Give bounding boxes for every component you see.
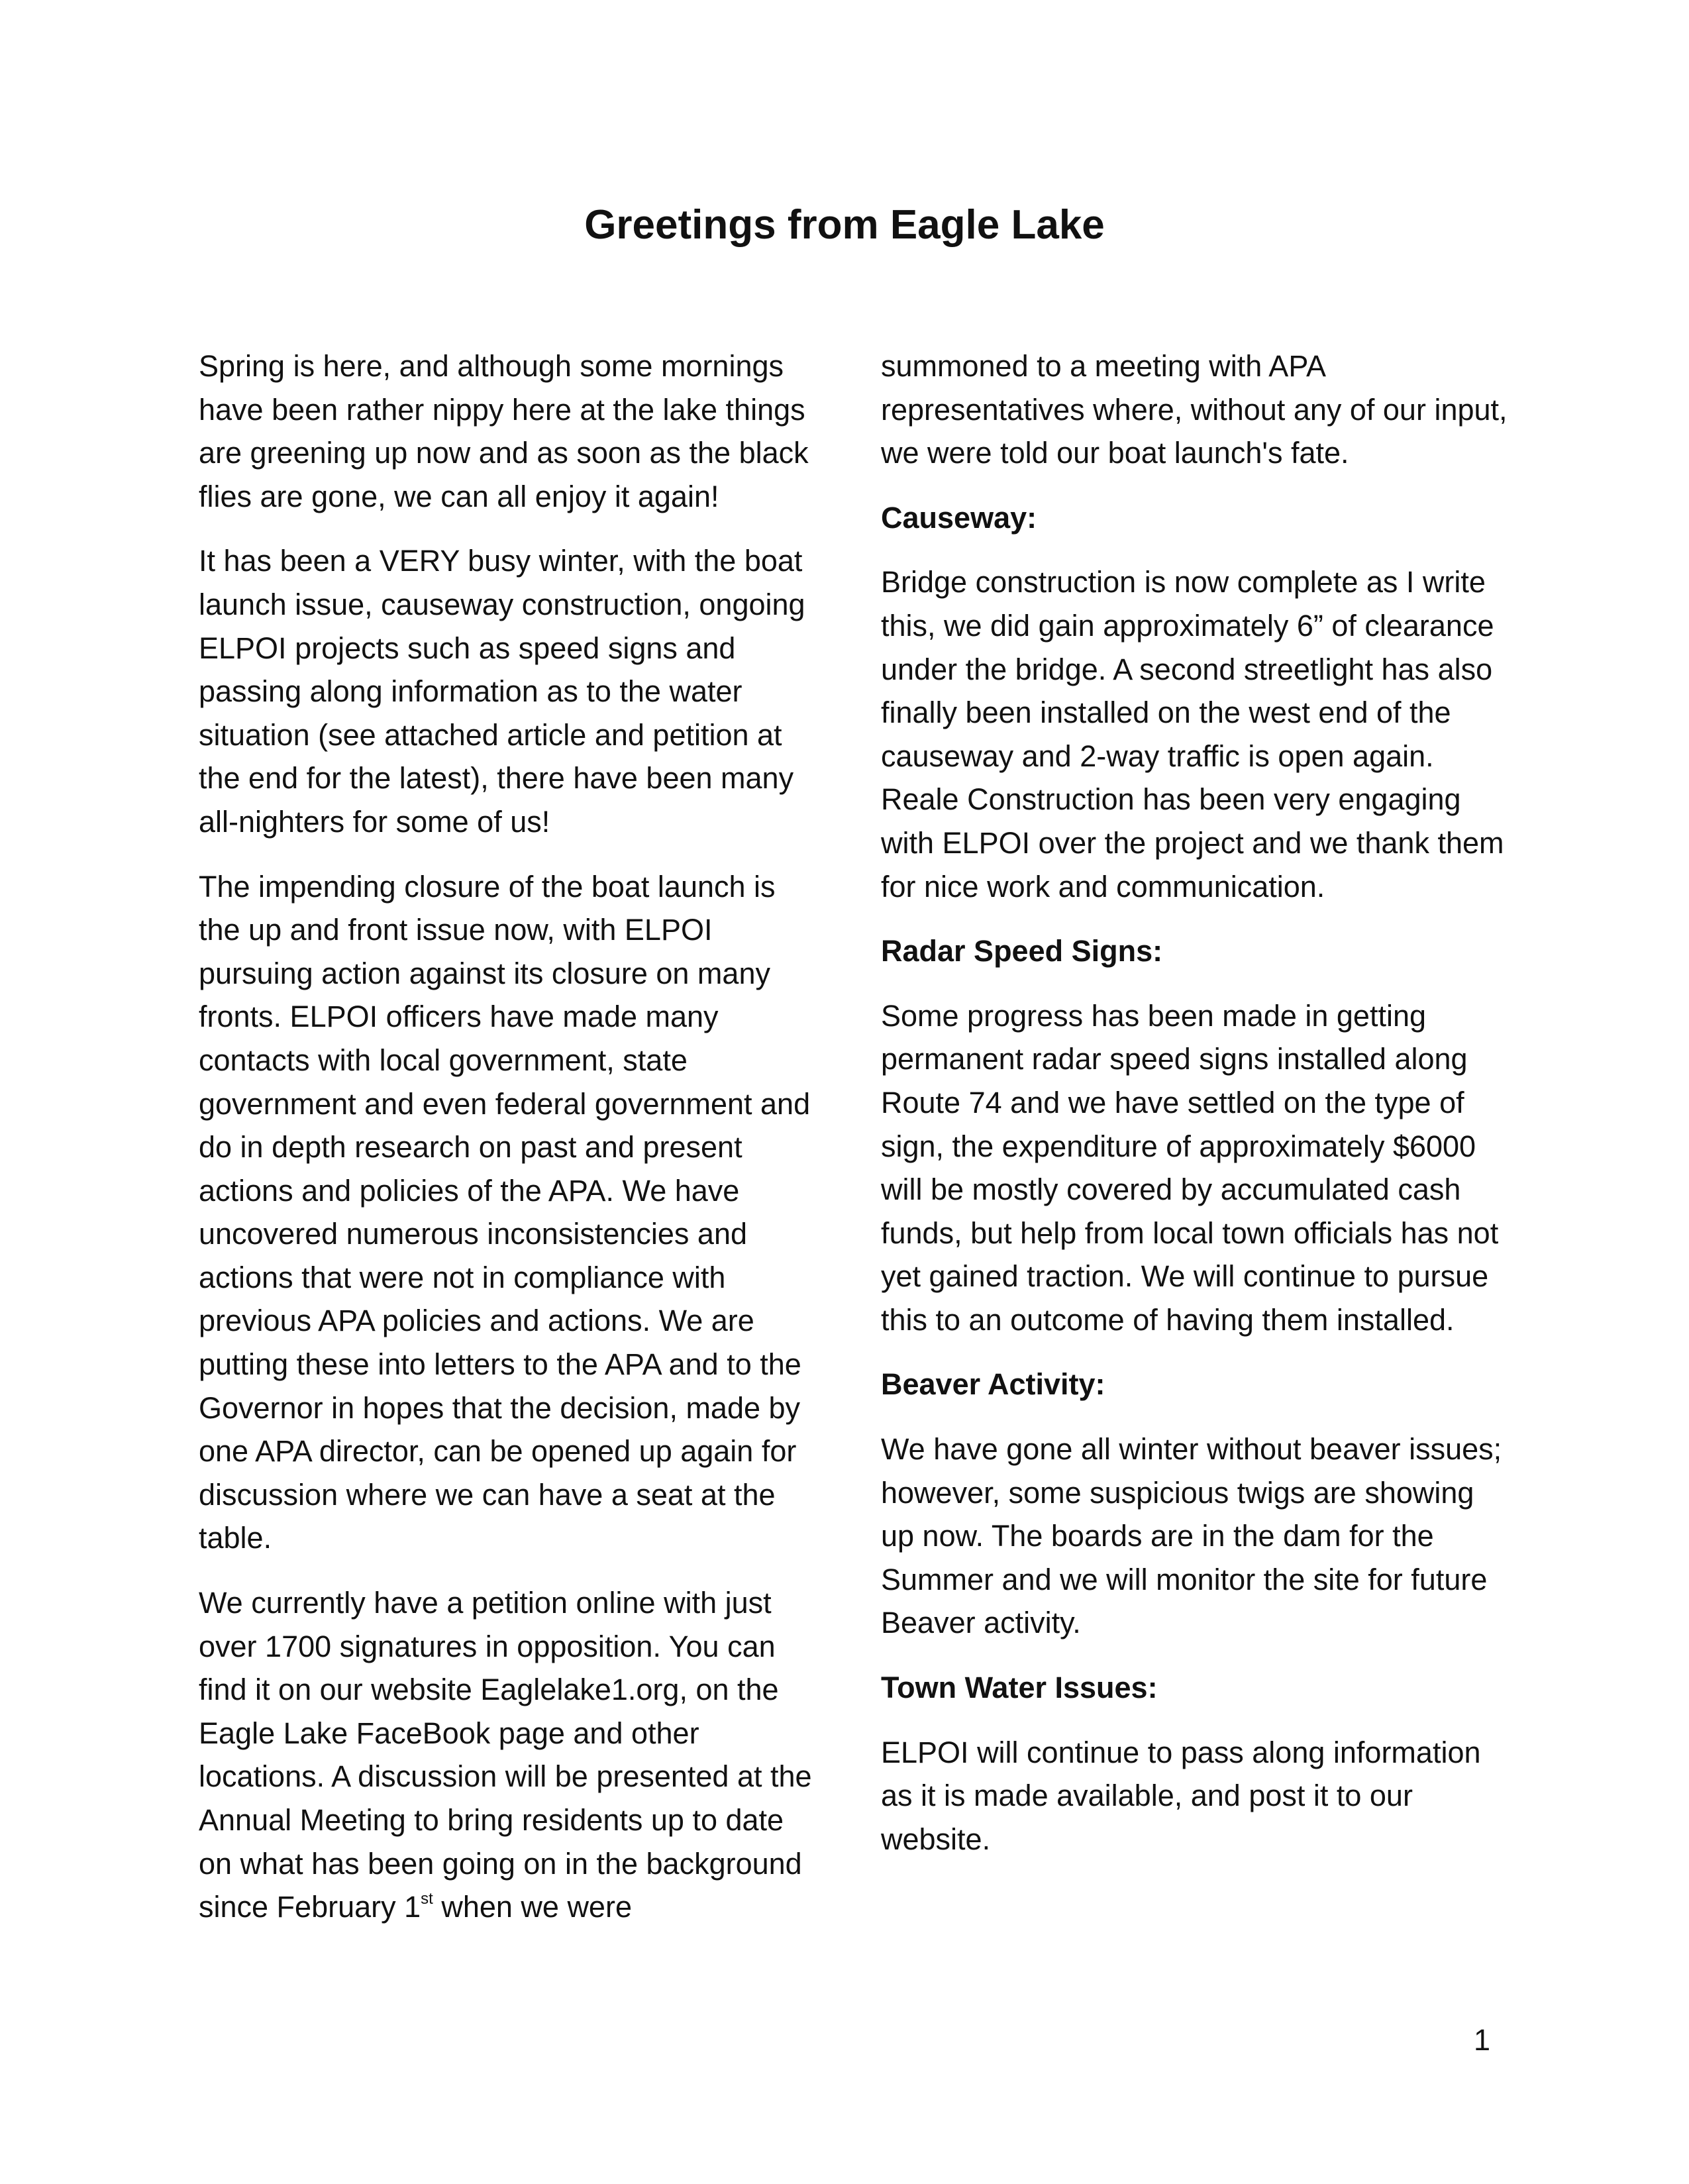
paragraph-continuation: summoned to a meeting with APA representatives where, without any of our input, we were told our boat launch's fate.: [881, 349, 1508, 470]
petition-text-end: when we were: [433, 1890, 632, 1924]
petition-text: We currently have a petition online with just over 1700 signatures in opposition. You can find it on our website Eaglelake1.org, on the Eagle Lake FaceBook page and other locations. A discussion will be presented at the Annual Meeting to bring residents up to date on what has been going on in the background since February 1: [199, 1586, 812, 1924]
paragraph-causeway: Bridge construction is now complete as I write this, we did gain approximately 6” of clearance under the bridge. A second streetlight has also finally been installed on the west end of the causeway and 2-way traffic is open again. Reale Construction has been very engaging with ELPOI over the project and we thank them for nice work and communication.: [881, 565, 1504, 904]
paragraph-radar-speed-signs: Some progress has been made in getting permanent radar speed signs installed along Route 74 and we have settled on the type of sign, the expenditure of approximately $6000 will be mostly covered by accumulated cash funds, but help from local town officials has not yet gained traction. We will continue to pursue this to an outcome of having them installed.: [881, 998, 1499, 1337]
heading-radar-speed-signs: Radar Speed Signs:: [881, 934, 1163, 968]
paragraph-petition: [199, 1581, 821, 1929]
paragraph-beaver-activity: We have gone all winter without beaver issues; however, some suspicious twigs are showing up now. The boards are in the dam for the Summer and we will monitor the site for future Beaver activity.: [881, 1432, 1502, 1640]
heading-beaver-activity: Beaver Activity:: [881, 1367, 1105, 1402]
paragraph-boat-launch: The impending closure of the boat launch is the up and front issue now, with ELPOI pursuing action against its closure on many fronts. ELPOI officers have made many contacts with local government, state government and even federal government and do in depth research on past and present actions and policies of the APA. We have uncovered numerous inconsistencies and actions that were not in compliance with previous APA policies and actions. We are putting these into letters to the APA and to the Governor in hopes that the decision, made by one APA director, can be opened up again for discussion where we can have a seat at the table.: [199, 869, 811, 1555]
paragraph-spring: Spring is here, and although some mornings have been rather nippy here at the lake things are greening up now and as soon as the black flies are gone, we can all enjoy it again!: [199, 349, 809, 513]
ordinal-suffix: st: [421, 1890, 433, 1908]
left-column: [199, 344, 821, 1950]
paragraph-town-water-issues: ELPOI will continue to pass along information as it is made available, and post it to our website.: [881, 1735, 1481, 1856]
heading-town-water-issues: Town Water Issues:: [881, 1671, 1158, 1705]
right-column: [881, 344, 1510, 1882]
heading-causeway: Causeway:: [881, 500, 1037, 535]
page-title: Greetings from Eagle Lake: [584, 202, 1105, 248]
paragraph-busy-winter: It has been a VERY busy winter, with the boat launch issue, causeway construction, ongoing ELPOI projects such as speed signs and passing along information as to the water situation (see attached article and petition at the end for the latest), there have been many all-nighters for some of us!: [199, 544, 805, 839]
page-number: 1: [1473, 2023, 1490, 2057]
